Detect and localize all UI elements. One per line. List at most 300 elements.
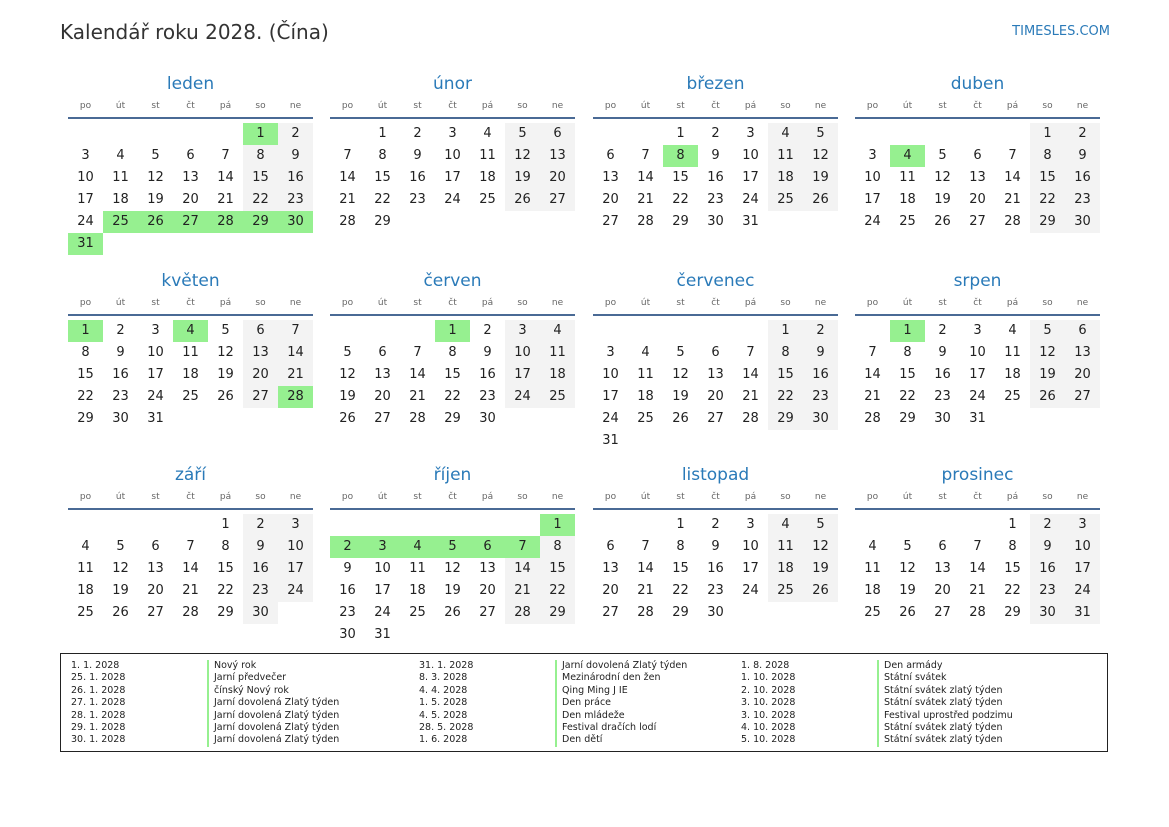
day-cell: 9 xyxy=(1030,536,1065,558)
day-cell: 10 xyxy=(969,345,986,360)
day-cell: 27 xyxy=(969,214,986,229)
day-cell: 10 xyxy=(1065,536,1100,558)
day-cell: 19 xyxy=(899,583,916,598)
day-cell: 23 xyxy=(278,189,313,211)
weekday-header xyxy=(330,489,575,510)
month-title: březen xyxy=(686,74,745,94)
day-cell: 1 xyxy=(378,126,387,141)
month-title: říjen xyxy=(433,465,472,485)
day-cell: 31 xyxy=(1065,602,1100,624)
month-title: prosinec xyxy=(941,465,1014,485)
weekday-label: čt xyxy=(448,101,457,111)
day-cell: 28 xyxy=(182,605,199,620)
weekday-label: po xyxy=(79,492,92,502)
day-cell: 5 xyxy=(151,148,160,163)
weekday-label: st xyxy=(938,298,947,308)
holiday-day-cell: 28 xyxy=(278,386,313,408)
day-cell: 9 xyxy=(243,536,278,558)
holiday-date: 26. 1. 2028 xyxy=(71,684,126,696)
weekday-label: ne xyxy=(289,101,302,111)
holiday-name: Jarní předvečer xyxy=(207,672,286,684)
day-cell: 20 xyxy=(1065,364,1100,386)
weekday-label: čt xyxy=(711,298,720,308)
holiday-name: Den práce xyxy=(555,697,611,709)
day-cell: 17 xyxy=(742,561,759,576)
day-cell: 18 xyxy=(182,367,199,382)
day-cell: 9 xyxy=(116,345,125,360)
day-cell: 30 xyxy=(707,214,724,229)
day-cell: 28 xyxy=(339,214,356,229)
day-cell: 24 xyxy=(742,583,759,598)
day-cell: 17 xyxy=(742,170,759,185)
day-cell: 11 xyxy=(768,536,803,558)
day-cell: 16 xyxy=(112,367,129,382)
day-cell: 30 xyxy=(1030,602,1065,624)
day-cell: 22 xyxy=(217,583,234,598)
day-cell: 17 xyxy=(505,364,540,386)
month-listopad xyxy=(593,463,838,620)
day-cell: 11 xyxy=(540,342,575,364)
day-cell: 12 xyxy=(147,170,164,185)
day-cell: 18 xyxy=(768,167,803,189)
holiday-name: Den armády xyxy=(877,660,943,672)
day-cell: 10 xyxy=(77,170,94,185)
day-cell: 12 xyxy=(339,367,356,382)
holiday-day-cell: 25 xyxy=(103,211,138,233)
weekday-label: so xyxy=(255,101,266,111)
day-cell: 30 xyxy=(112,411,129,426)
day-cell: 5 xyxy=(803,123,838,145)
holiday-date: 28. 5. 2028 xyxy=(419,721,474,733)
day-cell: 15 xyxy=(243,167,278,189)
day-cell: 3 xyxy=(448,126,457,141)
day-cell: 25 xyxy=(182,389,199,404)
month-title: leden xyxy=(166,74,215,94)
holiday-name: Nový rok xyxy=(207,660,256,672)
day-cell: 8 xyxy=(243,145,278,167)
holiday-name: Qing Ming J IE xyxy=(555,685,628,697)
weekday-label: so xyxy=(255,298,266,308)
day-cell: 27 xyxy=(243,386,278,408)
day-cell: 15 xyxy=(374,170,391,185)
weekday-header xyxy=(855,98,1100,119)
weekday-label: ne xyxy=(1076,298,1089,308)
holiday-date: 1. 1. 2028 xyxy=(71,660,120,671)
day-cell: 10 xyxy=(864,170,881,185)
weekday-label: ne xyxy=(289,298,302,308)
holiday-name: Festival dračích lodí xyxy=(555,722,656,734)
day-cell: 27 xyxy=(540,189,575,211)
day-cell: 1 xyxy=(1030,123,1065,145)
day-cell: 16 xyxy=(243,558,278,580)
holiday-name: Jarní dovolená Zlatý týden xyxy=(207,734,339,746)
day-cell: 19 xyxy=(934,192,951,207)
day-cell: 21 xyxy=(278,364,313,386)
day-cell: 30 xyxy=(707,605,724,620)
day-cell: 18 xyxy=(899,192,916,207)
day-cell: 8 xyxy=(221,539,230,554)
day-cell: 5 xyxy=(343,345,352,360)
day-cell: 25 xyxy=(637,411,654,426)
holiday-legend xyxy=(60,653,1108,752)
month-title: srpen xyxy=(953,271,1002,291)
holiday-date: 2. 10. 2028 xyxy=(741,684,796,696)
day-cell: 5 xyxy=(221,323,230,338)
holiday-day-cell: 3 xyxy=(365,536,400,558)
day-cell: 5 xyxy=(676,345,685,360)
day-cell: 16 xyxy=(409,170,426,185)
day-cell: 24 xyxy=(444,192,461,207)
holiday-day-cell: 4 xyxy=(400,536,435,558)
day-cell: 14 xyxy=(637,561,654,576)
holiday-date: 27. 1. 2028 xyxy=(71,697,126,709)
day-cell: 13 xyxy=(602,561,619,576)
day-cell: 10 xyxy=(278,536,313,558)
holiday-day-cell: 1 xyxy=(435,320,470,342)
day-cell: 17 xyxy=(602,389,619,404)
weekday-label: ne xyxy=(551,492,564,502)
weekday-label: út xyxy=(115,298,126,308)
day-cell: 14 xyxy=(409,367,426,382)
day-cell: 2 xyxy=(938,323,947,338)
day-cell: 25 xyxy=(409,605,426,620)
day-cell: 5 xyxy=(903,539,912,554)
day-cell: 15 xyxy=(1004,561,1021,576)
day-cell: 23 xyxy=(1030,580,1065,602)
day-cell: 22 xyxy=(672,583,689,598)
day-cell: 19 xyxy=(803,167,838,189)
day-cell: 2 xyxy=(483,323,492,338)
day-cell: 6 xyxy=(1065,320,1100,342)
month-duben xyxy=(855,72,1100,229)
day-cell: 9 xyxy=(278,145,313,167)
day-cell: 31 xyxy=(147,411,164,426)
day-cell: 21 xyxy=(637,192,654,207)
month-říjen xyxy=(330,463,575,642)
day-cell: 13 xyxy=(1065,342,1100,364)
day-cell: 7 xyxy=(973,539,982,554)
weekday-label: po xyxy=(604,101,617,111)
month-červen xyxy=(330,269,575,426)
day-cell: 11 xyxy=(77,561,94,576)
weekday-label: st xyxy=(676,298,685,308)
month-prosinec xyxy=(855,463,1100,620)
weekday-label: pá xyxy=(1006,101,1019,111)
day-cell: 26 xyxy=(217,389,234,404)
day-cell: 1 xyxy=(676,126,685,141)
site-link[interactable]: TIMESLES.COM xyxy=(1012,24,1110,39)
day-cell: 23 xyxy=(707,192,724,207)
day-cell: 27 xyxy=(374,411,391,426)
day-cell: 29 xyxy=(540,602,575,624)
holiday-day-cell: 2 xyxy=(330,536,365,558)
day-cell: 14 xyxy=(1004,170,1021,185)
day-cell: 22 xyxy=(1030,189,1065,211)
weekday-label: pá xyxy=(481,101,494,111)
day-cell: 14 xyxy=(339,170,356,185)
weekday-label: ne xyxy=(1076,492,1089,502)
day-cell: 12 xyxy=(803,536,838,558)
weekday-label: ne xyxy=(814,492,827,502)
weekday-label: čt xyxy=(711,492,720,502)
weekday-label: pá xyxy=(1006,298,1019,308)
day-cell: 3 xyxy=(151,323,160,338)
holiday-day-cell: 30 xyxy=(278,211,313,233)
day-cell: 15 xyxy=(672,170,689,185)
month-červenec xyxy=(593,269,838,448)
day-cell: 13 xyxy=(540,145,575,167)
day-cell: 26 xyxy=(672,411,689,426)
day-cell: 10 xyxy=(505,342,540,364)
day-cell: 26 xyxy=(1030,386,1065,408)
day-cell: 18 xyxy=(864,583,881,598)
day-cell: 10 xyxy=(444,148,461,163)
day-cell: 14 xyxy=(505,558,540,580)
weekday-header xyxy=(330,295,575,316)
day-cell: 3 xyxy=(1065,514,1100,536)
day-cell: 4 xyxy=(483,126,492,141)
weekday-label: čt xyxy=(186,492,195,502)
day-cell: 19 xyxy=(672,389,689,404)
month-únor xyxy=(330,72,575,229)
day-cell: 25 xyxy=(77,605,94,620)
holiday-day-cell: 1 xyxy=(68,320,103,342)
day-cell: 6 xyxy=(151,539,160,554)
holiday-name: Jarní dovolená Zlatý týden xyxy=(207,710,339,722)
day-cell: 14 xyxy=(742,367,759,382)
day-cell: 31 xyxy=(602,433,619,448)
day-cell: 30 xyxy=(243,602,278,624)
day-cell: 3 xyxy=(868,148,877,163)
day-cell: 24 xyxy=(147,389,164,404)
day-cell: 26 xyxy=(934,214,951,229)
weekday-header xyxy=(330,98,575,119)
day-cell: 8 xyxy=(378,148,387,163)
weekday-label: so xyxy=(780,101,791,111)
day-cell: 9 xyxy=(1065,145,1100,167)
holiday-name: Festival uprostřed podzimu xyxy=(877,710,1013,722)
holiday-date: 31. 1. 2028 xyxy=(419,660,474,671)
day-cell: 12 xyxy=(444,561,461,576)
weekday-label: čt xyxy=(186,101,195,111)
day-cell: 4 xyxy=(1008,323,1017,338)
holiday-day-cell: 27 xyxy=(173,211,208,233)
day-cell: 22 xyxy=(540,580,575,602)
day-cell: 29 xyxy=(374,214,391,229)
day-cell: 1 xyxy=(221,517,230,532)
day-cell: 8 xyxy=(903,345,912,360)
holiday-date: 1. 10. 2028 xyxy=(741,672,796,684)
day-cell: 2 xyxy=(1030,514,1065,536)
day-cell: 3 xyxy=(278,514,313,536)
day-cell: 12 xyxy=(112,561,129,576)
weekday-label: ne xyxy=(1076,101,1089,111)
day-cell: 22 xyxy=(77,389,94,404)
holiday-day-cell: 28 xyxy=(208,211,243,233)
holiday-day-cell: 5 xyxy=(435,536,470,558)
day-cell: 17 xyxy=(1065,558,1100,580)
day-cell: 29 xyxy=(1004,605,1021,620)
day-cell: 20 xyxy=(243,364,278,386)
day-cell: 23 xyxy=(803,386,838,408)
weekday-label: ne xyxy=(551,101,564,111)
day-cell: 14 xyxy=(637,170,654,185)
day-cell: 8 xyxy=(1008,539,1017,554)
weekday-label: st xyxy=(413,101,422,111)
holiday-day-cell: 1 xyxy=(540,514,575,536)
day-cell: 11 xyxy=(864,561,881,576)
weekday-header xyxy=(855,489,1100,510)
weekday-label: po xyxy=(79,298,92,308)
weekday-label: čt xyxy=(973,298,982,308)
day-cell: 9 xyxy=(413,148,422,163)
month-title: listopad xyxy=(681,465,750,485)
weekday-header xyxy=(593,98,838,119)
day-cell: 3 xyxy=(505,320,540,342)
holiday-name: Státní svátek zlatý týden xyxy=(877,685,1003,697)
holiday-date: 25. 1. 2028 xyxy=(71,672,126,684)
day-cell: 12 xyxy=(505,145,540,167)
day-cell: 5 xyxy=(803,514,838,536)
day-cell: 21 xyxy=(409,389,426,404)
weekday-label: st xyxy=(151,298,160,308)
day-cell: 9 xyxy=(711,148,720,163)
day-cell: 20 xyxy=(707,389,724,404)
day-cell: 16 xyxy=(1065,167,1100,189)
day-cell: 19 xyxy=(505,167,540,189)
weekday-label: so xyxy=(780,298,791,308)
holiday-name: Jarní dovolená Zlatý týden xyxy=(555,660,687,672)
day-cell: 22 xyxy=(243,189,278,211)
holiday-date: 4. 5. 2028 xyxy=(419,709,468,721)
day-cell: 21 xyxy=(1004,192,1021,207)
day-cell: 27 xyxy=(934,605,951,620)
day-cell: 12 xyxy=(672,367,689,382)
day-cell: 4 xyxy=(116,148,125,163)
day-cell: 28 xyxy=(505,602,540,624)
holiday-date: 3. 10. 2028 xyxy=(741,697,796,709)
day-cell: 2 xyxy=(1065,123,1100,145)
weekday-label: so xyxy=(1042,101,1053,111)
holiday-date: 4. 10. 2028 xyxy=(741,721,796,733)
weekday-label: pá xyxy=(481,298,494,308)
day-cell: 9 xyxy=(343,561,352,576)
day-cell: 23 xyxy=(112,389,129,404)
day-cell: 22 xyxy=(899,389,916,404)
weekday-label: po xyxy=(79,101,92,111)
day-cell: 21 xyxy=(182,583,199,598)
day-cell: 6 xyxy=(973,148,982,163)
day-cell: 4 xyxy=(868,539,877,554)
day-cell: 20 xyxy=(969,192,986,207)
weekday-label: st xyxy=(151,492,160,502)
day-cell: 31 xyxy=(374,627,391,642)
day-cell: 3 xyxy=(746,126,755,141)
day-cell: 30 xyxy=(479,411,496,426)
day-cell: 2 xyxy=(711,126,720,141)
day-cell: 7 xyxy=(278,320,313,342)
weekday-label: út xyxy=(115,101,126,111)
weekday-label: so xyxy=(780,492,791,502)
weekday-label: so xyxy=(517,492,528,502)
day-cell: 3 xyxy=(606,345,615,360)
day-cell: 10 xyxy=(602,367,619,382)
day-cell: 24 xyxy=(742,192,759,207)
day-cell: 24 xyxy=(505,386,540,408)
month-title: červen xyxy=(423,271,482,291)
weekday-label: pá xyxy=(219,492,232,502)
weekday-label: pá xyxy=(1006,492,1019,502)
weekday-label: pá xyxy=(219,298,232,308)
day-cell: 24 xyxy=(278,580,313,602)
day-cell: 23 xyxy=(479,389,496,404)
day-cell: 28 xyxy=(864,411,881,426)
day-cell: 21 xyxy=(864,389,881,404)
day-cell: 13 xyxy=(934,561,951,576)
weekday-label: pá xyxy=(744,101,757,111)
day-cell: 23 xyxy=(339,605,356,620)
weekday-label: so xyxy=(1042,492,1053,502)
weekday-label: so xyxy=(517,298,528,308)
month-září xyxy=(68,463,313,620)
weekday-label: čt xyxy=(711,101,720,111)
weekday-label: po xyxy=(341,101,354,111)
day-cell: 10 xyxy=(147,345,164,360)
day-cell: 14 xyxy=(864,367,881,382)
holiday-day-cell: 7 xyxy=(505,536,540,558)
day-cell: 20 xyxy=(602,192,619,207)
day-cell: 27 xyxy=(602,214,619,229)
weekday-label: pá xyxy=(219,101,232,111)
day-cell: 13 xyxy=(243,342,278,364)
day-cell: 18 xyxy=(540,364,575,386)
day-cell: 13 xyxy=(707,367,724,382)
day-cell: 22 xyxy=(374,192,391,207)
weekday-label: po xyxy=(604,298,617,308)
month-title: duben xyxy=(950,74,1005,94)
day-cell: 6 xyxy=(606,148,615,163)
weekday-label: čt xyxy=(448,492,457,502)
holiday-day-cell: 1 xyxy=(890,320,925,342)
day-cell: 11 xyxy=(112,170,129,185)
holiday-name: Den mládeže xyxy=(555,710,625,722)
day-cell: 8 xyxy=(768,342,803,364)
day-cell: 15 xyxy=(899,367,916,382)
day-cell: 1 xyxy=(676,517,685,532)
day-cell: 2 xyxy=(413,126,422,141)
day-cell: 15 xyxy=(77,367,94,382)
day-cell: 2 xyxy=(116,323,125,338)
day-cell: 25 xyxy=(768,189,803,211)
day-cell: 1 xyxy=(1008,517,1017,532)
day-cell: 19 xyxy=(444,583,461,598)
weekday-header xyxy=(68,98,313,119)
day-cell: 31 xyxy=(742,214,759,229)
day-cell: 17 xyxy=(147,367,164,382)
weekday-label: po xyxy=(866,298,879,308)
day-cell: 12 xyxy=(1030,342,1065,364)
day-cell: 18 xyxy=(479,170,496,185)
day-cell: 16 xyxy=(803,364,838,386)
holiday-date: 30. 1. 2028 xyxy=(71,734,126,746)
day-cell: 23 xyxy=(934,389,951,404)
day-cell: 19 xyxy=(339,389,356,404)
day-cell: 6 xyxy=(711,345,720,360)
month-leden xyxy=(68,72,313,251)
day-cell: 11 xyxy=(899,170,916,185)
weekday-label: pá xyxy=(481,492,494,502)
page-title: Kalendář roku 2028. (Čína) xyxy=(60,20,329,44)
